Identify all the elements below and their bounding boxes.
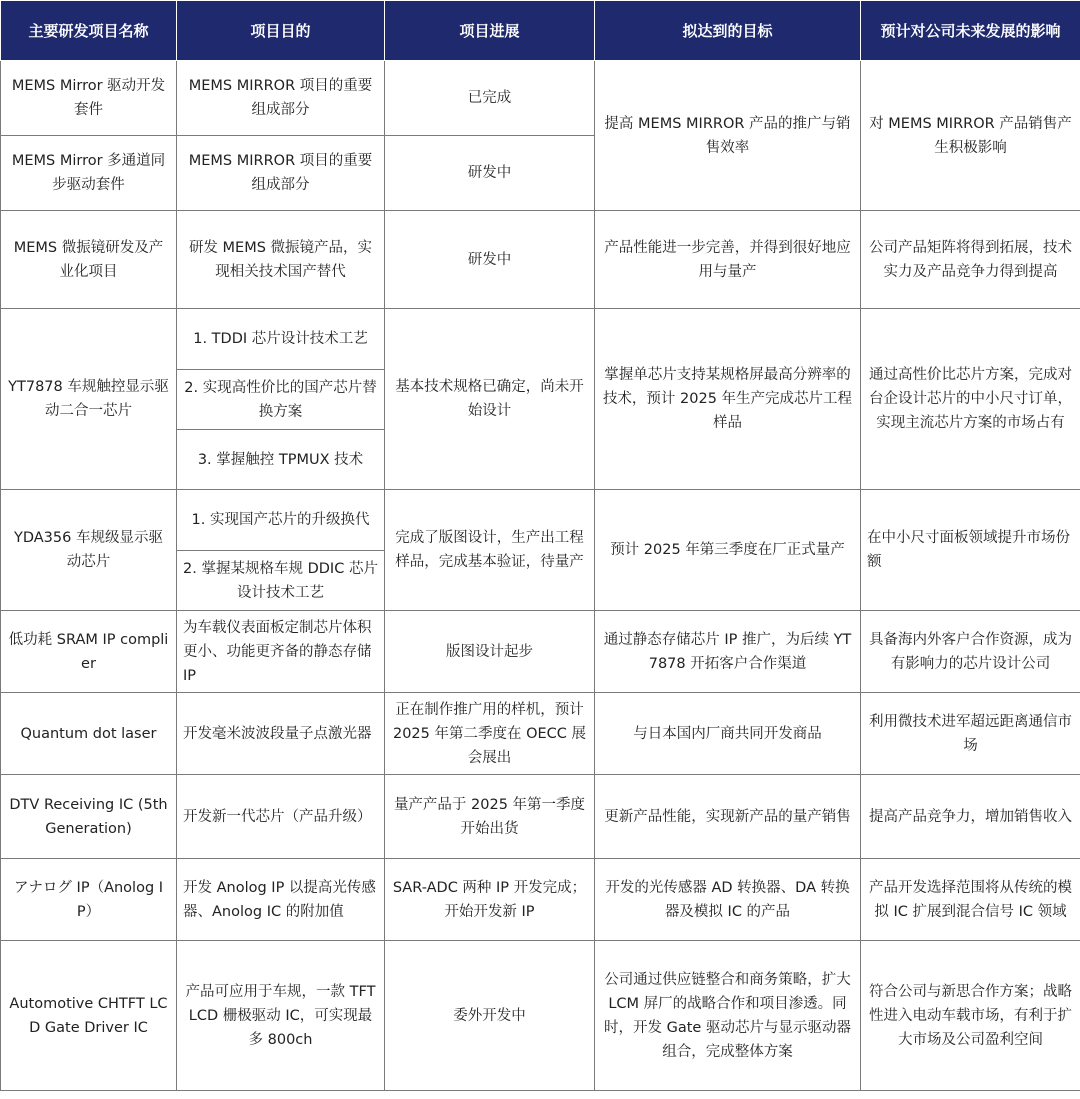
- project-progress: 研发中: [385, 136, 595, 211]
- table-row: [1, 611, 1080, 693]
- project-name: YT7878 车规触控显示驱动二合一芯片: [1, 309, 177, 490]
- table-row: [1, 775, 1080, 859]
- project-name: Automotive CHTFT LCD Gate Driver IC: [1, 941, 177, 1091]
- project-purpose: 产品可应用于车规，一款 TFT LCD 栅极驱动 IC，可实现最多 800ch: [177, 941, 385, 1091]
- project-progress: 研发中: [385, 211, 595, 309]
- project-goal: 更新产品性能，实现新产品的量产销售: [595, 775, 861, 859]
- project-impact: 公司产品矩阵将得到拓展，技术实力及产品竞争力得到提高: [861, 211, 1080, 309]
- project-goal: 提高 MEMS MIRROR 产品的推广与销售效率: [595, 61, 861, 211]
- project-name: 低功耗 SRAM IP complier: [1, 611, 177, 693]
- project-impact: 对 MEMS MIRROR 产品销售产生积极影响: [861, 61, 1080, 211]
- project-progress: 委外开发中: [385, 941, 595, 1091]
- header-progress: 项目进展: [385, 1, 595, 61]
- project-progress: 版图设计起步: [385, 611, 595, 693]
- project-purpose: 1. TDDI 芯片设计技术工艺: [177, 309, 385, 370]
- table-row: [1, 490, 1080, 551]
- header-project-name: 主要研发项目名称: [1, 1, 177, 61]
- project-goal: 预计 2025 年第三季度在厂正式量产: [595, 490, 861, 611]
- project-progress: 完成了版图设计，生产出工程样品，完成基本验证，待量产: [385, 490, 595, 611]
- project-goal: 通过静态存储芯片 IP 推广，为后续 YT7878 开拓客户合作渠道: [595, 611, 861, 693]
- project-goal: 开发的光传感器 AD 转换器、DA 转换器及模拟 IC 的产品: [595, 859, 861, 941]
- table-row: [1, 309, 1080, 370]
- project-goal: 与日本国内厂商共同开发商品: [595, 693, 861, 775]
- project-impact: 通过高性价比芯片方案，完成对台企设计芯片的中小尺寸订单，实现主流芯片方案的市场占有: [861, 309, 1080, 490]
- project-name: アナログ IP（Anolog IP）: [1, 859, 177, 941]
- project-progress: 基本技术规格已确定，尚未开始设计: [385, 309, 595, 490]
- project-progress: SAR-ADC 两种 IP 开发完成；开始开发新 IP: [385, 859, 595, 941]
- project-impact: 提高产品竞争力，增加销售收入: [861, 775, 1080, 859]
- table-row: [1, 211, 1080, 309]
- project-purpose: 2. 掌握某规格车规 DDIC 芯片设计技术工艺: [177, 551, 385, 611]
- project-progress: 量产产品于 2025 年第一季度开始出货: [385, 775, 595, 859]
- project-goal: 公司通过供应链整合和商务策略，扩大 LCM 屏厂的战略合作和项目渗透。同时，开发 Gate 驱动芯片与显示驱动器组合，完成整体方案: [595, 941, 861, 1091]
- table-row: [1, 941, 1080, 1091]
- project-purpose: 3. 掌握触控 TPMUX 技术: [177, 430, 385, 490]
- project-purpose: MEMS MIRROR 项目的重要组成部分: [177, 61, 385, 136]
- project-impact: 符合公司与新思合作方案；战略性进入电动车载市场，有利于扩大市场及公司盈利空间: [861, 941, 1080, 1091]
- project-name: YDA356 车规级显示驱动芯片: [1, 490, 177, 611]
- project-purpose: 开发毫米波波段量子点激光器: [177, 693, 385, 775]
- project-progress: 已完成: [385, 61, 595, 136]
- project-impact: 具备海内外客户合作资源，成为有影响力的芯片设计公司: [861, 611, 1080, 693]
- project-name: MEMS 微振镜研发及产业化项目: [1, 211, 177, 309]
- header-impact: 预计对公司未来发展的影响: [861, 1, 1080, 61]
- project-name: Quantum dot laser: [1, 693, 177, 775]
- project-impact: 利用微技术进军超远距离通信市场: [861, 693, 1080, 775]
- project-goal: 产品性能进一步完善，并得到很好地应用与量产: [595, 211, 861, 309]
- project-progress: 正在制作推广用的样机，预计 2025 年第二季度在 OECC 展会展出: [385, 693, 595, 775]
- project-purpose: 开发新一代芯片（产品升级）: [177, 775, 385, 859]
- header-purpose: 项目目的: [177, 1, 385, 61]
- table-row: [1, 859, 1080, 941]
- table-header-row: [1, 1, 1080, 61]
- project-impact: 产品开发选择范围将从传统的模拟 IC 扩展到混合信号 IC 领域: [861, 859, 1080, 941]
- project-purpose: 为车载仪表面板定制芯片体积更小、功能更齐备的静态存储 IP: [177, 611, 385, 693]
- project-name: DTV Receiving IC (5th Generation): [1, 775, 177, 859]
- header-goal: 拟达到的目标: [595, 1, 861, 61]
- table-row: [1, 61, 1080, 136]
- project-purpose: 1. 实现国产芯片的升级换代: [177, 490, 385, 551]
- project-purpose: 开发 Anolog IP 以提高光传感器、Anolog IC 的附加值: [177, 859, 385, 941]
- project-impact: 在中小尺寸面板领域提升市场份额: [861, 490, 1080, 611]
- project-purpose: 研发 MEMS 微振镜产品，实现相关技术国产替代: [177, 211, 385, 309]
- project-goal: 掌握单芯片支持某规格屏最高分辨率的技术，预计 2025 年生产完成芯片工程样品: [595, 309, 861, 490]
- project-purpose: MEMS MIRROR 项目的重要组成部分: [177, 136, 385, 211]
- project-name: MEMS Mirror 多通道同步驱动套件: [1, 136, 177, 211]
- table-row: [1, 693, 1080, 775]
- project-purpose: 2. 实现高性价比的国产芯片替换方案: [177, 370, 385, 430]
- project-name: MEMS Mirror 驱动开发套件: [1, 61, 177, 136]
